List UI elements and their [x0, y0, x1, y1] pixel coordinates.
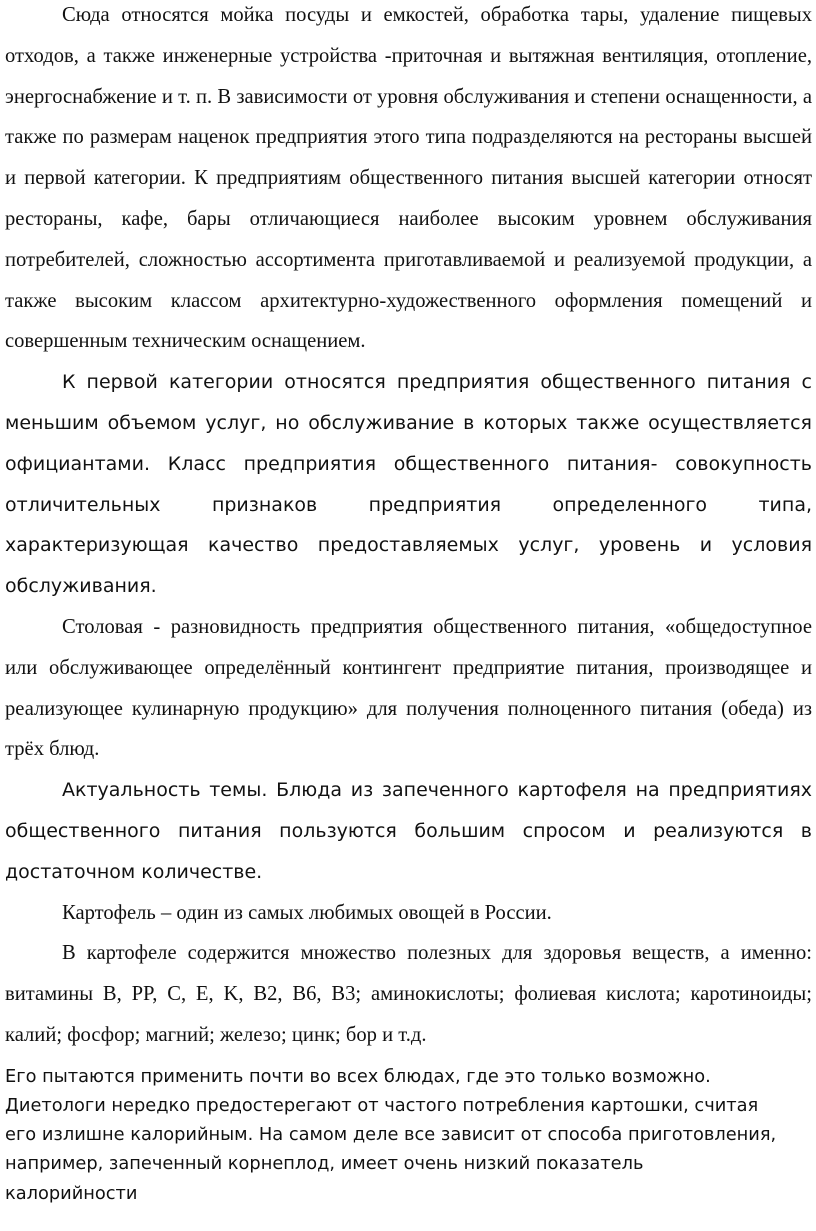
calorie-note-line: его излишне калорийным. На самом деле все зависит от способа приготовления,	[5, 1124, 777, 1146]
paragraph-potato-popularity: Картофель – один из самых любимых овощей в России.	[62, 901, 552, 924]
paragraph-calorie-note	[5, 1062, 812, 1208]
paragraph-restaurant-categories: Сюда относятся мойка посуды и емкостей, обработка тары, удаление пищевых отходов, а также инженерные устройства -приточная и вытяжная вентиляция, отопление, энергоснабжение и т. п. В зависимости от уровня обслуживания и степени оснащенности, а также по размерам наценок предприятия этого типа подразделяются на рестораны высшей и первой категории. К предприятиям общественного питания высшей категории относят рестораны, кафе, бары отличающиеся наиболее высоким уровнем обслуживания потребителей, сложностью ассортимента приготавливаемой и реализуемой продукции, а также высоким классом архитектурно-художественного оформления помещений и совершенным техническим оснащением.	[5, 4, 812, 353]
calorie-note-line: например, запеченный корнеплод, имеет очень низкий показатель	[5, 1153, 644, 1175]
calorie-note-line: калорийности	[5, 1182, 138, 1204]
calorie-note-line: Его пытаются применить почти во всех блюдах, где это только возможно.	[5, 1065, 711, 1087]
paragraph-first-category: К первой категории относятся предприятия общественного питания с меньшим объемом услуг, но обслуживание в которых также осуществляется официантами. Класс предприятия общественного питания- совокупность отличительных признаков предприятия определенного типа, характеризующая качество предоставляемых услуг, уровень и условия обслуживания.	[5, 371, 812, 598]
paragraph-potato-nutrients: В картофеле содержится множество полезных для здоровья веществ, а именно: витамины B, PP, C, E, K, B2, B6, B3; аминокислоты; фолиевая кислота; каротиноиды; калий; фосфор; магний; железо; цинк; бор и т.д.	[5, 942, 812, 1046]
calorie-note-line: Диетологи нередко предостерегают от частого потребления картошки, считая	[5, 1094, 759, 1116]
paragraph-canteen-definition: Столовая - разновидность предприятия общественного питания, «общедоступное или обслуживающее определённый контингент предприятие питания, производящее и реализующее кулинарную продукцию» для получения полноценного питания (обеда) из трёх блюд.	[5, 615, 812, 761]
paragraph-topic-relevance: Актуальность темы. Блюда из запеченного картофеля на предприятиях общественного питания пользуются большим спросом и реализуются в достаточном количестве.	[5, 779, 812, 883]
